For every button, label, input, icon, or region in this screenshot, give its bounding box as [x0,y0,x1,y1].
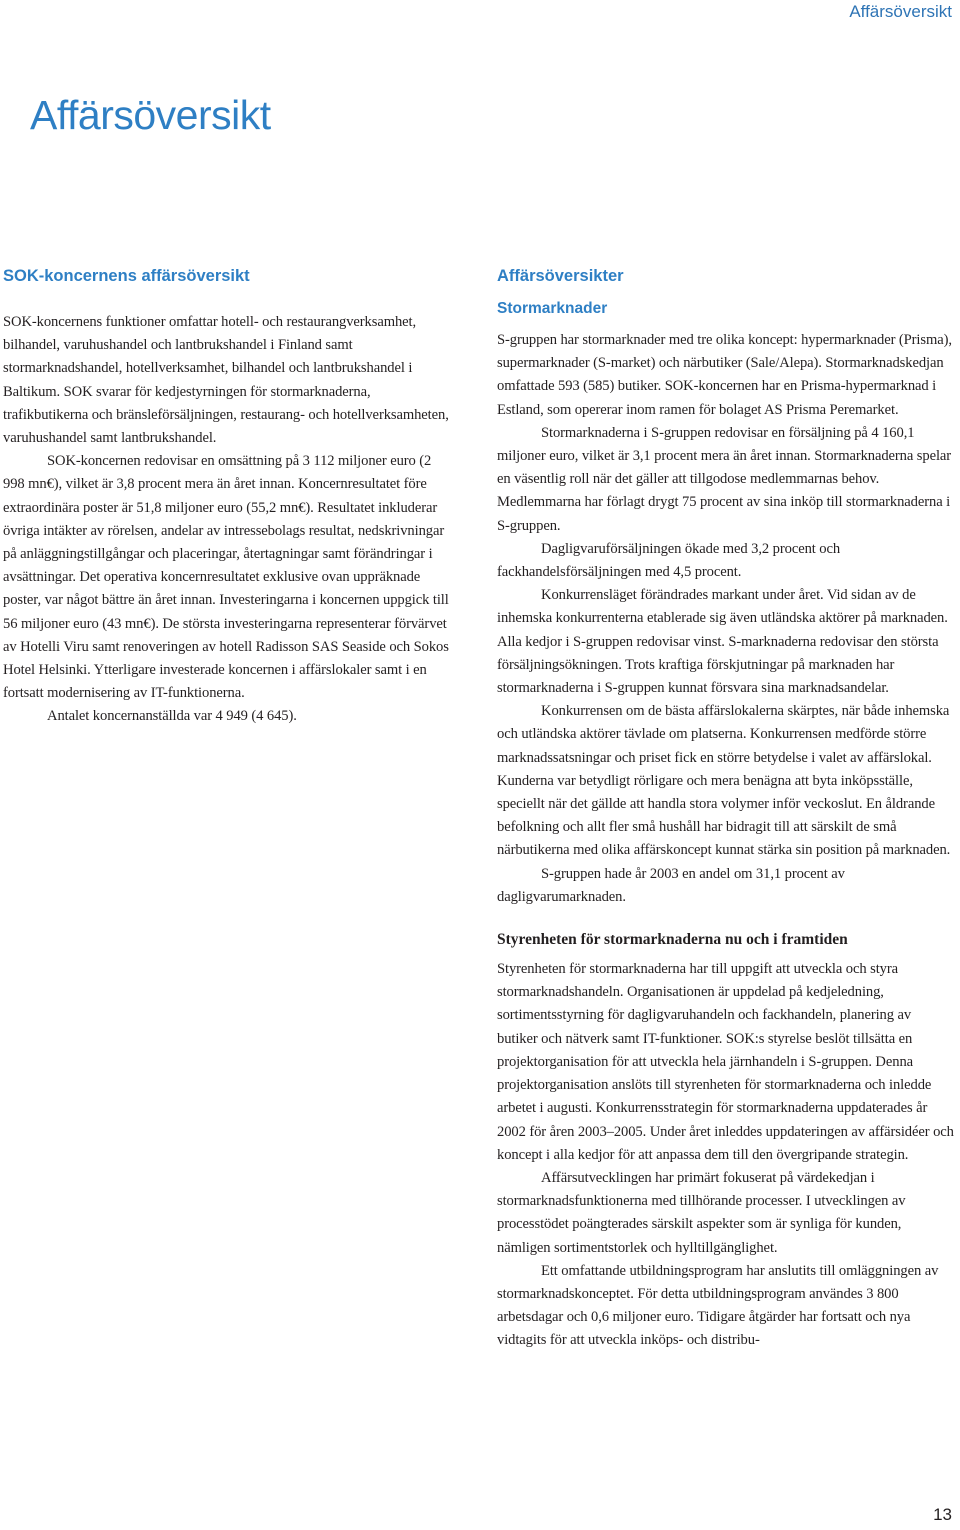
section-heading-affarsoversikter: Affärsöversikter [497,267,624,285]
paragraph: Antalet koncernanställda var 4 949 (4 645). [47,708,297,725]
paragraph: S-gruppen hade år 2003 en andel om 31,1 procent av dagligvarumarknaden. [497,865,845,905]
right-column [497,264,955,1353]
paragraph: SOK-koncernen redovisar en omsättning på 3 112 miljoner euro (2 998 mn€), vilket är 3,8 procent mera än året innan. Koncernresultatet före extraordinära poster är 51,8 miljoner euro (55,2 mn€). Resultatet inkluderar övriga intäkter av rörelsen, andelar av intressebolags resultat, nedskrivningar på anläggningstillgångar och placeringar, återtagningar samt förändringar i avsättningar. Det operativa koncernresultatet exklusive ovan uppräknade poster, var något bättre än året innan. Investeringarna i koncernen uppgick till 56 miljoner euro (43 mn€). De största investeringarna representerar förvärvet av Hotelli Viru samt renoveringen av hotell Radisson SAS Seaside och Sokos Hotel Helsinki. Ytterligare investerade koncernen i affärslokaler samt i en fortsatt modernisering av IT-funktionerna. [3,453,449,702]
paragraph: Konkurrensen om de bästa affärslokalerna skärptes, när både inhemska och utländska aktörer tävlade om platserna. Konkurrensen medförde större marknadssatsningar och priset fick en större betydelse i valet av affärslokal. Kunderna var betydligt rörligare och mera benägna att byta inköpsställe, speciellt när det gällde att handla stora volymer inför veckoslut. En åldrande befolkning och allt fler små hushåll har bidragit till att särskilt de små närbutikerna med olika affärskoncept kunnat stärka sin position på marknaden. [497,703,951,859]
paragraph: Dagligvaruförsäljningen ökade med 3,2 procent och fackhandelsförsäljningen med 4,5 procent. [497,540,841,581]
running-header: Affärsöversikt [849,2,952,21]
subheading-styrenheten: Styrenheten för stormarknaderna nu och i framtiden [497,931,848,949]
paragraph: Affärsutvecklingen har primärt fokuserat på värdekedjan i stormarknadsfunktionerna med tillhörande processer. I utvecklingen av processtödet poängterades särskilt aspekter som är synliga för kunden, nämligen sortimentstorlek och hylltillgänglighet. [497,1169,906,1256]
page-title: Affärsöversikt [30,92,271,138]
paragraph: Konkurrensläget förändrades markant under året. Vid sidan av de inhemska konkurrenterna etablerade sig även utländska aktörer på marknaden. Alla kedjor i S-gruppen redovisar vinst. S-marknaderna redovisar den största försäljningsökningen. Trots kraftiga förskjutningar på marknaden har stormarknaderna i S-gruppen kunnat försvara sina marknadsandelar. [497,587,948,697]
subheading-stormarknader: Stormarknader [497,300,608,317]
left-column [3,264,451,729]
spacer [497,909,955,929]
paragraph: Styrenheten för stormarknaderna har till uppgift att utveckla och styra stormarknadshandeln. Organisationen är uppdelad på kedjeledning, sortimentsstyrning för dagligvaruhandeln och fackhandeln, planering av butiker och nätverk samt IT-funktioner. SOK:s styrelse beslöt tillsätta en projektorganisation för att utveckla hela järnhandeln i S-gruppen. Denna projektorganisation anslöts till styrenheten för stormarknaderna och inledde arbetet i augusti. Konkurrensstrategin för stormarknaderna uppdaterades år 2002 för åren 2003–2005. Under året inleddes uppdateringen av affärsidéer och koncept i alla kedjor för att anpassa dem till den övergripande strategin. [497,961,954,1163]
page-number: 13 [933,1505,952,1524]
paragraph: Stormarknaderna i S-gruppen redovisar en försäljning på 4 160,1 miljoner euro, vilket är 3,1 procent mera än året innan. Stormarknaderna spelar en väsentlig roll när det gäller att tillgodose medlemmarnas behov. Medlemmarna har förlagt drygt 75 procent av sina inköp till stormarknaderna i S-gruppen. [497,424,952,534]
paragraph: S-gruppen har stormarknader med tre olika koncept: hypermarknader (Prisma), supermarknader (S-market) och närbutiker (Sale/Alepa). Stormarknadskedjan omfattade 593 (585) butiker. SOK-koncernen har en Prisma-hypermarknad i Estland, som opererar inom ramen för bolaget AS Prisma Peremarket. [497,332,952,418]
section-heading-sok: SOK-koncernens affärsöversikt [3,267,250,285]
paragraph: SOK-koncernens funktioner omfattar hotell- och restaurangverksamhet, bilhandel, varuhushandel och lantbrukshandel i Finland samt stormarknadshandel, hotellverksamhet, bilhandel och lantbrukshandel i Baltikum. SOK svarar för kedjestyrningen för stormarknaderna, trafikbutikerna och bränsleförsäljningen, restaurang- och hotellverksamheten, varuhushandel samt lantbrukshandel. [3,314,449,447]
paragraph: Ett omfattande utbildningsprogram har anslutits till omläggningen av stormarknadskonceptet. För detta utbildningsprogram användes 3 800 arbetsdagar och 0,6 miljoner euro. Tidigare åtgärder har fortsatt och nya vidtagits för att utveckla inköps- och distribu- [497,1262,939,1349]
